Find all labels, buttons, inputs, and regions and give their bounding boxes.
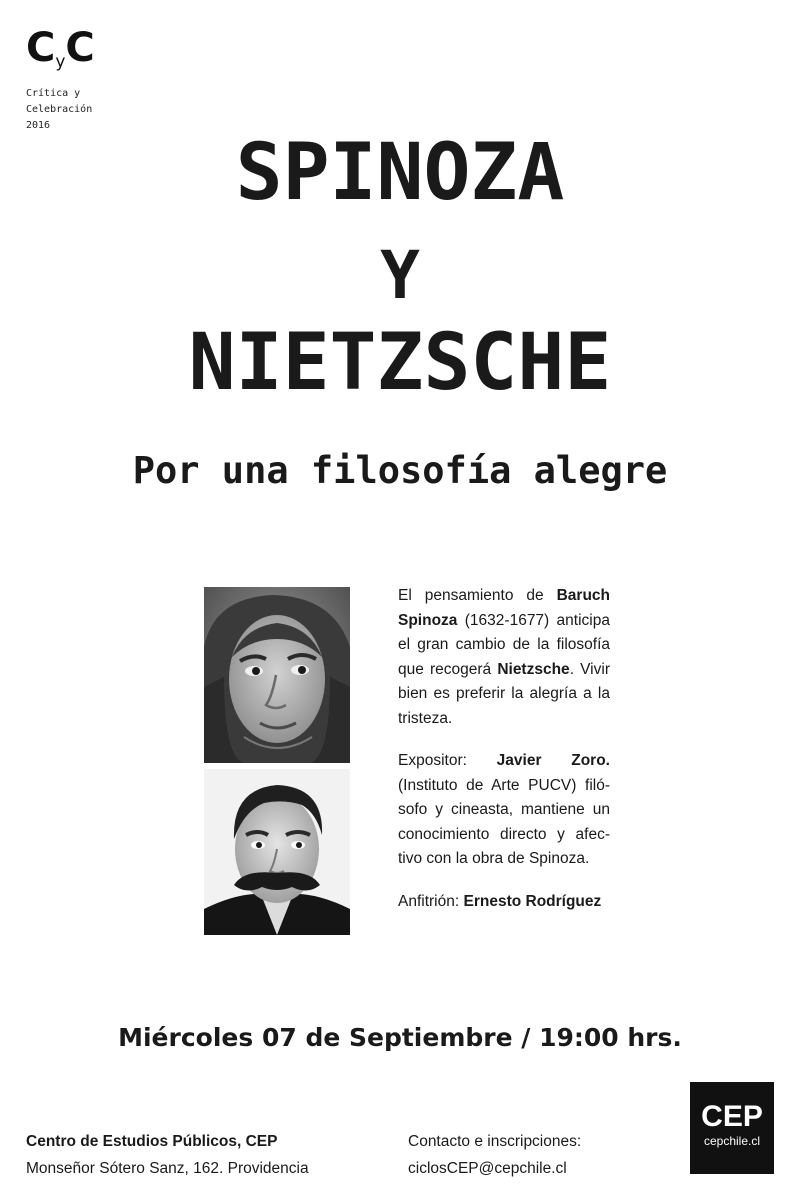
cep-logo-text: CEP	[701, 1100, 763, 1133]
logo-line-1: Crítica y	[26, 88, 81, 99]
title-spinoza: SPINOZA	[235, 128, 565, 218]
contact-label: Contacto e inscripciones:	[408, 1133, 582, 1150]
speaker-bio: (Instituto de Arte PUCV) filó-sofo y cineasta, mantiene un conocimiento directo y afec-tivo con la obra de Spinoza.	[398, 776, 610, 867]
title-y: Y	[380, 237, 420, 314]
host-paragraph	[398, 890, 610, 915]
title-nietzsche: NIETZSCHE	[188, 318, 612, 408]
contact-email[interactable]: ciclosCEP@cepchile.cl	[408, 1160, 567, 1177]
nietzsche-name: Nietzsche	[497, 660, 570, 678]
description	[398, 584, 610, 932]
logo-line-2: Celebración	[26, 104, 93, 115]
event-date: Miércoles 07 de Septiembre / 19:00 hrs.	[118, 1023, 682, 1052]
logo-line-3: 2016	[26, 120, 51, 131]
footer-contact-block	[408, 1128, 581, 1182]
spinoza-name: Baruch Spinoza	[398, 587, 610, 629]
logo-subtitle	[26, 86, 94, 134]
org-address: Monseñor Sótero Sanz, 162. Providencia	[26, 1160, 309, 1177]
intro-text-b: (1632-1677) anticipa el gran cambio de la filosofía que recogerá	[398, 611, 610, 678]
logo-mark-mid: y	[55, 52, 65, 72]
speaker-name: Javier Zoro.	[496, 752, 610, 769]
nietzsche-portrait	[204, 769, 350, 935]
cep-site: cepchile.cl	[703, 1134, 761, 1148]
intro-text-a: El pensamiento de	[398, 587, 557, 604]
cyc-logo-mark	[26, 25, 94, 82]
spinoza-portrait	[204, 587, 350, 763]
footer-address-block	[26, 1128, 309, 1182]
host-name: Ernesto Rodríguez	[463, 892, 602, 910]
intro-text-c: . Vivir bien es preferir la alegría a la tristeza.	[398, 660, 610, 727]
speaker-paragraph	[398, 749, 610, 872]
host-label: Anfitrión:	[398, 892, 464, 910]
subtitle: Por una filosofía alegre	[132, 449, 668, 492]
intro-paragraph	[398, 584, 610, 731]
logo-mark-right: C	[65, 25, 94, 71]
logo-mark-left: C	[26, 25, 55, 71]
cyc-logo	[26, 25, 94, 134]
cep-logo	[690, 1082, 774, 1174]
speaker-label: Expositor:	[398, 752, 497, 769]
org-name: Centro de Estudios Públicos, CEP	[26, 1133, 278, 1150]
